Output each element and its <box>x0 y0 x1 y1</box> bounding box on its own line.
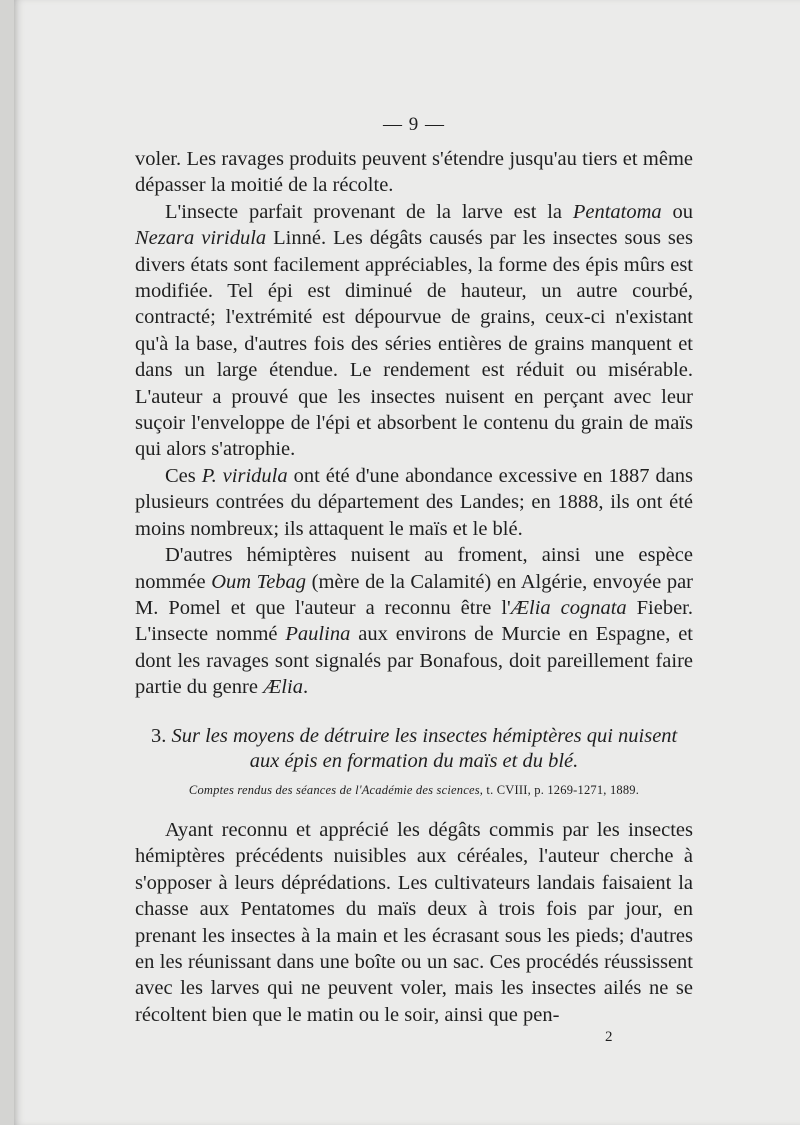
text-run: Linné. Les dégâts causés par les insectes sous ses divers états sont facilement appréciables, la forme des épis mûrs est modifiée. Tel épi est diminué de hauteur, un autre courbé, contracté; l'extrémité est dépourvue de grains, ceux-ci n'existant qu'à la base, d'autres fois des séries entières de grains manquent et dans un large étendue. Le rendement est réduit ou misérable. L'auteur a prouvé que les insectes nuisent en perçant avec leur suçoir l'enveloppe de l'épi et absorbent le contenu du grain de maïs qui alors s'atrophie. <box>135 227 693 461</box>
text-run: Ces <box>165 464 202 487</box>
page-number: — 9 — <box>383 114 445 135</box>
section-title-text: Sur les moyens de détruire les insectes hémiptères qui nuisent <box>171 725 678 747</box>
paragraph-continuation: voler. Les ravages produits peuvent s'étendre jusqu'au tiers et même dépasser la moitié de la récolte. <box>135 148 693 197</box>
text-run: ou <box>661 200 693 223</box>
species-name: Pentatoma <box>572 200 662 223</box>
section-title-line-1 <box>135 724 693 749</box>
section-number: 3. <box>151 725 167 747</box>
species-name: Ælia <box>263 676 303 699</box>
text-run: L'insecte parfait provenant de la larve est la <box>165 200 573 223</box>
text-block-bottom <box>135 817 693 1028</box>
species-name: Nezara viridula <box>135 227 267 250</box>
text-run: ont été d'une abondance excessive en 1887 dans plusieurs contrées du département des Landes; en 1888, ils ont été moins nombreux; ils attaquent le maïs et le blé. <box>135 464 694 540</box>
book-page <box>14 0 800 1125</box>
species-name: Ælia cognata <box>510 596 627 619</box>
paragraph-aelia <box>135 542 693 700</box>
signature-mark: 2 <box>605 1029 613 1045</box>
text-run: Fieber. L'insecte nommé <box>135 596 693 646</box>
species-name: Paulina <box>285 623 351 646</box>
text-run: . <box>302 676 309 699</box>
species-name: P. viridula <box>201 464 288 487</box>
bibliographic-citation <box>135 783 693 798</box>
section-title-line-2: aux épis en formation du maïs et du blé. <box>249 750 579 772</box>
paragraph-viridula <box>135 463 693 542</box>
species-name: Oum Tebag <box>211 570 307 593</box>
citation-journal: Comptes rendus des séances de l'Académie des sciences, <box>188 783 484 797</box>
text-run: (mère de la Calamité) en Algérie, envoyée par M. Pomel et que l'auteur a reconnu être l' <box>135 570 693 619</box>
citation-reference: t. CVIII, p. 1269-1271, 1889. <box>483 783 640 797</box>
text-block-top <box>135 146 693 701</box>
paragraph-methods: Ayant reconnu et apprécié les dégâts commis par les insectes hémiptères précédents nuisibles aux céréales, l'auteur cherche à s'opposer à leurs déprédations. Les cultivateurs landais faisaient la chasse aux Pentatomes du maïs deux à trois fois par jour, en prenant les insectes à la main et les écrasant sous les pieds; d'autres en les réunissant dans une boîte ou un sac. Ces procédés réussissent avec les larves qui ne peuvent voler, mais les insectes ailés ne se récoltent bien que le matin ou le soir, ainsi que pen- <box>135 819 693 1026</box>
text-run: aux environs de Murcie en Espagne, et dont les ravages sont signalés par Bonafous, doit pareillement faire partie du genre <box>135 623 693 699</box>
section-heading <box>135 724 693 774</box>
text-run: D'autres hémiptères nuisent au froment, ainsi une espèce nommée <box>135 544 693 593</box>
paragraph-pentatoma <box>135 199 693 463</box>
